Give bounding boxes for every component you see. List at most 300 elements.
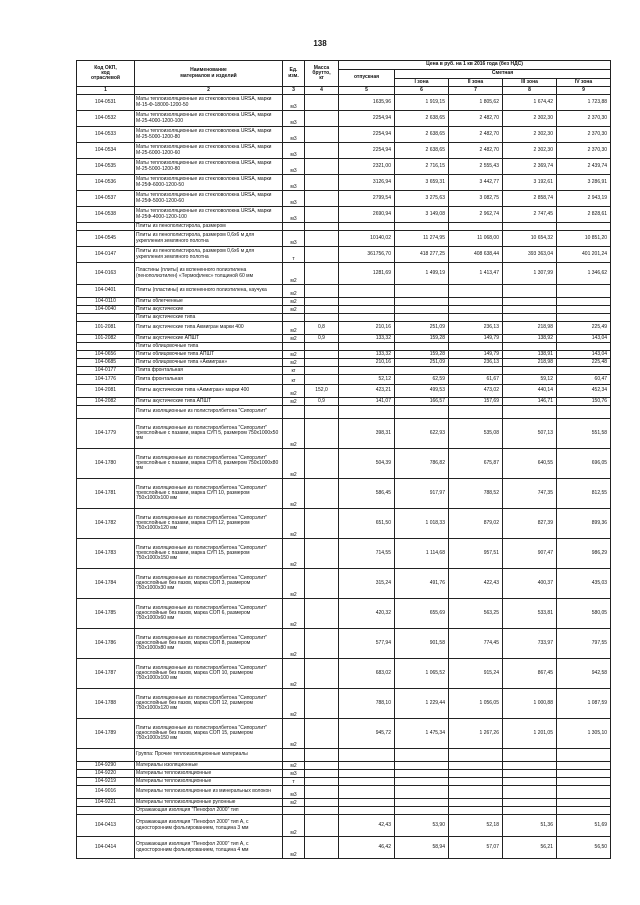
price-zone-3-cell: 1 000,88 — [503, 689, 557, 719]
price-zone-4-cell — [557, 770, 611, 778]
code-cell: 104-0656 — [77, 351, 135, 359]
price-zone-2-cell: 149,79 — [449, 335, 503, 343]
price-zone-4-cell — [557, 406, 611, 419]
code-cell: 104-9290 — [77, 762, 135, 770]
name-cell: Маты теплоизоляционные из стекловолокна URSA, марки М-25Ф-5000-1200-60 — [135, 191, 283, 207]
code-cell: 104-1776 — [77, 375, 135, 385]
price-zone-3-cell — [503, 762, 557, 770]
name-cell: Маты теплоизоляционные из стекловолокна URSA, марки М-15-Ф-18000-1200-50 — [135, 95, 283, 111]
mass-cell — [305, 351, 339, 359]
unit-cell: м2 — [283, 335, 305, 343]
price-zone-4-cell — [557, 306, 611, 314]
price-zone-1-cell: 3 659,31 — [395, 175, 449, 191]
name-cell: Плиты акустические типа «Акмигран» марки 400 — [135, 385, 283, 398]
table-row — [77, 629, 611, 659]
price-zone-3-cell: 640,55 — [503, 449, 557, 479]
price-zone-4-cell: 150,76 — [557, 398, 611, 406]
price-release-cell: 361756,70 — [339, 247, 395, 263]
price-zone-3-cell: 2 369,74 — [503, 159, 557, 175]
name-cell: Плиты акустические типа Акмигран марки 400 — [135, 322, 283, 335]
price-zone-3-cell: 10 654,32 — [503, 231, 557, 247]
mass-cell — [305, 359, 339, 367]
price-release-cell: 1281,69 — [339, 263, 395, 285]
mass-cell — [305, 285, 339, 298]
price-zone-1-cell — [395, 367, 449, 375]
code-cell — [77, 807, 135, 815]
table-row — [77, 449, 611, 479]
unit-cell: м2 — [283, 659, 305, 689]
price-zone-2-cell: 149,79 — [449, 351, 503, 359]
name-cell: Материалы теплоизоляционные из минеральных волокон — [135, 786, 283, 799]
price-zone-1-cell — [395, 223, 449, 231]
table-row — [77, 143, 611, 159]
price-zone-4-cell: 551,58 — [557, 419, 611, 449]
table-row — [77, 231, 611, 247]
table-row — [77, 367, 611, 375]
name-cell: Маты теплоизоляционные из стекловолокна URSA, марки М-25-5000-1200-80 — [135, 127, 283, 143]
mass-cell — [305, 569, 339, 599]
name-cell: Плиты из пенополистирола, размером 0,6х6 м для укрепления земляного полотна — [135, 247, 283, 263]
mass-cell — [305, 143, 339, 159]
price-zone-3-cell: 867,45 — [503, 659, 557, 689]
price-zone-2-cell: 2 555,43 — [449, 159, 503, 175]
price-zone-1-cell: 917,97 — [395, 479, 449, 509]
price-zone-4-cell: 225,48 — [557, 359, 611, 367]
price-table — [76, 60, 611, 859]
price-zone-2-cell: 2 482,70 — [449, 143, 503, 159]
table-row — [77, 479, 611, 509]
price-zone-2-cell: 774,45 — [449, 629, 503, 659]
table-row — [77, 599, 611, 629]
price-zone-3-cell — [503, 799, 557, 807]
price-zone-1-cell: 62,59 — [395, 375, 449, 385]
table-row — [77, 159, 611, 175]
mass-cell: 0,9 — [305, 335, 339, 343]
header-estimate: Сметная — [395, 70, 611, 79]
unit-cell: м2 — [283, 815, 305, 837]
price-zone-4-cell: 452,34 — [557, 385, 611, 398]
price-zone-3-cell: 733,97 — [503, 629, 557, 659]
mass-cell — [305, 629, 339, 659]
price-zone-1-cell: 786,82 — [395, 449, 449, 479]
unit-cell: м2 — [283, 569, 305, 599]
price-zone-1-cell — [395, 770, 449, 778]
price-zone-2-cell: 422,43 — [449, 569, 503, 599]
price-zone-1-cell: 491,76 — [395, 569, 449, 599]
price-release-cell — [339, 285, 395, 298]
mass-cell — [305, 263, 339, 285]
name-cell: Материалы теплоизоляционные рулонные — [135, 799, 283, 807]
mass-cell — [305, 749, 339, 762]
price-zone-4-cell — [557, 807, 611, 815]
price-zone-4-cell: 1 305,10 — [557, 719, 611, 749]
code-cell: 104-2081 — [77, 385, 135, 398]
price-zone-1-cell — [395, 406, 449, 419]
table-row — [77, 689, 611, 719]
price-zone-2-cell — [449, 306, 503, 314]
unit-cell: м3 — [283, 786, 305, 799]
table-row — [77, 509, 611, 539]
code-cell: 104-2082 — [77, 398, 135, 406]
name-cell: Плиты акустические типа — [135, 314, 283, 322]
price-zone-1-cell: 901,58 — [395, 629, 449, 659]
price-release-cell: 651,50 — [339, 509, 395, 539]
mass-cell — [305, 207, 339, 223]
price-zone-2-cell: 563,25 — [449, 599, 503, 629]
price-release-cell: 2321,00 — [339, 159, 395, 175]
table-row — [77, 127, 611, 143]
price-zone-4-cell: 51,69 — [557, 815, 611, 837]
price-zone-2-cell: 1 805,62 — [449, 95, 503, 111]
code-cell: 104-1787 — [77, 659, 135, 689]
price-zone-1-cell: 2 638,65 — [395, 111, 449, 127]
unit-cell — [283, 749, 305, 762]
name-cell: Маты теплоизоляционные из стекловолокна URSA, марки М-25-6000-1200-60 — [135, 143, 283, 159]
price-zone-3-cell: 51,36 — [503, 815, 557, 837]
price-zone-2-cell: 2 482,70 — [449, 127, 503, 143]
col-number: 2 — [135, 87, 283, 95]
table-row — [77, 351, 611, 359]
price-release-cell: 10140,02 — [339, 231, 395, 247]
name-cell: Плиты акустические АПШТ — [135, 335, 283, 343]
name-cell: Плиты из пенополистирола, размером — [135, 223, 283, 231]
code-cell: 104-0401 — [77, 285, 135, 298]
price-zone-3-cell: 138,91 — [503, 351, 557, 359]
price-zone-4-cell: 2 370,30 — [557, 111, 611, 127]
name-cell: Пластины (плиты) из вспененного полиэтилена (пенополиэтилен) «Термофлекс» толщиной 60 мм — [135, 263, 283, 285]
price-release-cell: 210,16 — [339, 322, 395, 335]
unit-cell: кг — [283, 375, 305, 385]
unit-cell: м2 — [283, 762, 305, 770]
name-cell: Плиты изоляционные из полистиролбетона "Сипорэлит" однослойные без пазов, марка СОП 3, размером 750х1000х30 мм — [135, 569, 283, 599]
col-number: 6 — [395, 87, 449, 95]
table-row — [77, 778, 611, 786]
price-zone-1-cell: 1 229,44 — [395, 689, 449, 719]
table-row — [77, 837, 611, 859]
price-zone-3-cell — [503, 285, 557, 298]
header-unit: Ед. изм. — [283, 61, 305, 87]
price-zone-4-cell: 435,03 — [557, 569, 611, 599]
header-release: отпускная — [339, 70, 395, 87]
price-release-cell — [339, 406, 395, 419]
unit-cell: м2 — [283, 689, 305, 719]
name-cell: Плиты изоляционные из полистиролбетона "Сипорэлит" однослойные без пазов, марка СОП 8, размером 750х1000х80 мм — [135, 629, 283, 659]
price-zone-1-cell: 251,09 — [395, 359, 449, 367]
price-release-cell — [339, 807, 395, 815]
price-zone-1-cell: 2 638,65 — [395, 127, 449, 143]
mass-cell — [305, 599, 339, 629]
table-row — [77, 385, 611, 398]
price-release-cell: 141,07 — [339, 398, 395, 406]
unit-cell: м2 — [283, 419, 305, 449]
code-cell — [77, 406, 135, 419]
mass-cell — [305, 375, 339, 385]
mass-cell — [305, 778, 339, 786]
name-cell: Отражающая изоляция "Пенофол 2000" тип — [135, 807, 283, 815]
price-zone-1-cell: 1 475,34 — [395, 719, 449, 749]
unit-cell: м2 — [283, 599, 305, 629]
unit-cell: м2 — [283, 285, 305, 298]
unit-cell: м3 — [283, 127, 305, 143]
price-zone-4-cell: 1 346,62 — [557, 263, 611, 285]
code-cell — [77, 223, 135, 231]
mass-cell — [305, 762, 339, 770]
code-cell: 104-0536 — [77, 175, 135, 191]
mass-cell — [305, 815, 339, 837]
name-cell: Маты теплоизоляционные из стекловолокна URSA, марки М-25Ф-6000-1200-50 — [135, 175, 283, 191]
page-number: 138 — [313, 39, 327, 48]
price-zone-4-cell — [557, 799, 611, 807]
price-zone-4-cell: 2 370,30 — [557, 143, 611, 159]
price-zone-4-cell: 1 723,88 — [557, 95, 611, 111]
price-zone-1-cell — [395, 778, 449, 786]
unit-cell: м3 — [283, 143, 305, 159]
price-zone-2-cell: 535,08 — [449, 419, 503, 449]
price-release-cell: 315,24 — [339, 569, 395, 599]
price-zone-4-cell: 2 439,74 — [557, 159, 611, 175]
mass-cell — [305, 231, 339, 247]
price-zone-2-cell — [449, 285, 503, 298]
unit-cell: м3 — [283, 175, 305, 191]
unit-cell: м2 — [283, 837, 305, 859]
unit-cell: м2 — [283, 298, 305, 306]
table-row — [77, 335, 611, 343]
header-code: Код ОКП, код отраслевой — [77, 61, 135, 87]
price-zone-2-cell: 3 442,77 — [449, 175, 503, 191]
table-row — [77, 306, 611, 314]
table-row — [77, 539, 611, 569]
unit-cell: м2 — [283, 479, 305, 509]
price-zone-1-cell: 1 018,33 — [395, 509, 449, 539]
code-cell: 104-0414 — [77, 837, 135, 859]
mass-cell — [305, 719, 339, 749]
mass-cell — [305, 298, 339, 306]
price-release-cell: 2254,94 — [339, 127, 395, 143]
mass-cell — [305, 367, 339, 375]
price-zone-2-cell: 1 267,26 — [449, 719, 503, 749]
price-zone-4-cell: 797,55 — [557, 629, 611, 659]
name-cell: Плиты изоляционные из полистиролбетона "Сипорэлит" однослойные без пазов, марка СОП 6, размером 750х1000х60 мм — [135, 599, 283, 629]
unit-cell: т — [283, 247, 305, 263]
mass-cell — [305, 175, 339, 191]
price-zone-4-cell — [557, 298, 611, 306]
price-zone-3-cell: 1 307,99 — [503, 263, 557, 285]
table-row — [77, 749, 611, 762]
col-number: 5 — [339, 87, 395, 95]
price-release-cell: 52,12 — [339, 375, 395, 385]
price-zone-2-cell: 3 082,75 — [449, 191, 503, 207]
price-zone-2-cell: 2 962,74 — [449, 207, 503, 223]
price-release-cell: 2690,94 — [339, 207, 395, 223]
code-cell: 104-0685 — [77, 359, 135, 367]
price-zone-2-cell: 675,87 — [449, 449, 503, 479]
table-row — [77, 398, 611, 406]
price-zone-2-cell — [449, 298, 503, 306]
unit-cell: т — [283, 778, 305, 786]
unit-cell: м2 — [283, 351, 305, 359]
code-cell: 104-1780 — [77, 449, 135, 479]
name-cell: Маты теплоизоляционные из стекловолокна URSA, марки М-25Ф-4000-1200-100 — [135, 207, 283, 223]
unit-cell: м2 — [283, 799, 305, 807]
price-zone-1-cell: 418 277,25 — [395, 247, 449, 263]
unit-cell — [283, 343, 305, 351]
unit-cell: м3 — [283, 95, 305, 111]
table-body — [77, 95, 611, 859]
header-mass: Масса брутто, кг — [305, 61, 339, 87]
price-zone-3-cell — [503, 406, 557, 419]
unit-cell: м2 — [283, 322, 305, 335]
mass-cell: 0,8 — [305, 322, 339, 335]
name-cell: Материалы изоляционные — [135, 762, 283, 770]
name-cell: Плиты из пенополистирола, размером 0,6х6 м для укрепления земляного полотна — [135, 231, 283, 247]
price-zone-3-cell — [503, 298, 557, 306]
code-cell: 104-0538 — [77, 207, 135, 223]
mass-cell — [305, 786, 339, 799]
price-zone-3-cell: 827,39 — [503, 509, 557, 539]
code-cell: 104-9219 — [77, 778, 135, 786]
price-zone-1-cell: 655,69 — [395, 599, 449, 629]
price-zone-1-cell: 1 065,52 — [395, 659, 449, 689]
code-cell — [77, 749, 135, 762]
unit-cell: м2 — [283, 359, 305, 367]
price-zone-1-cell: 1 114,68 — [395, 539, 449, 569]
price-release-cell — [339, 786, 395, 799]
price-zone-4-cell: 2 828,61 — [557, 207, 611, 223]
price-zone-3-cell — [503, 306, 557, 314]
price-zone-3-cell: 1 201,05 — [503, 719, 557, 749]
price-release-cell: 586,45 — [339, 479, 395, 509]
price-release-cell — [339, 298, 395, 306]
price-zone-4-cell — [557, 223, 611, 231]
unit-cell: м2 — [283, 629, 305, 659]
mass-cell: 0,9 — [305, 398, 339, 406]
unit-cell — [283, 406, 305, 419]
table-row — [77, 322, 611, 335]
price-zone-3-cell: 218,98 — [503, 322, 557, 335]
mass-cell — [305, 223, 339, 231]
mass-cell — [305, 509, 339, 539]
code-cell: 104-0535 — [77, 159, 135, 175]
name-cell: Плиты облицовочные типа «Акмигран» — [135, 359, 283, 367]
code-cell: 104-1782 — [77, 509, 135, 539]
table-row — [77, 298, 611, 306]
price-zone-3-cell — [503, 778, 557, 786]
price-zone-1-cell — [395, 285, 449, 298]
price-zone-4-cell: 10 851,20 — [557, 231, 611, 247]
mass-cell — [305, 406, 339, 419]
price-zone-2-cell — [449, 807, 503, 815]
price-zone-3-cell — [503, 749, 557, 762]
price-zone-1-cell: 2 638,65 — [395, 143, 449, 159]
price-zone-2-cell — [449, 314, 503, 322]
price-release-cell: 46,42 — [339, 837, 395, 859]
price-release-cell: 420,32 — [339, 599, 395, 629]
mass-cell — [305, 314, 339, 322]
price-zone-4-cell — [557, 786, 611, 799]
price-zone-2-cell — [449, 770, 503, 778]
name-cell: Отражающая изоляция "Пенофол 2000" тип А, с односторонним фольгированием, толщина 4 мм — [135, 837, 283, 859]
price-zone-1-cell — [395, 762, 449, 770]
mass-cell — [305, 306, 339, 314]
code-cell: 104-9220 — [77, 770, 135, 778]
price-zone-2-cell — [449, 786, 503, 799]
price-zone-1-cell — [395, 298, 449, 306]
price-release-cell: 577,94 — [339, 629, 395, 659]
price-zone-3-cell: 59,12 — [503, 375, 557, 385]
price-zone-1-cell: 3 275,63 — [395, 191, 449, 207]
table-row — [77, 419, 611, 449]
price-release-cell: 3126,94 — [339, 175, 395, 191]
col-number: 1 — [77, 87, 135, 95]
table-row — [77, 786, 611, 799]
code-cell: 101-2081 — [77, 322, 135, 335]
name-cell: Маты теплоизоляционные из стекловолокна URSA, марки М-25-5000-1200-80 — [135, 159, 283, 175]
unit-cell: м2 — [283, 385, 305, 398]
price-zone-3-cell — [503, 343, 557, 351]
unit-cell — [283, 807, 305, 815]
price-zone-4-cell: 812,55 — [557, 479, 611, 509]
table-row — [77, 111, 611, 127]
price-release-cell: 398,31 — [339, 419, 395, 449]
table-row — [77, 263, 611, 285]
price-zone-3-cell — [503, 367, 557, 375]
code-cell — [77, 343, 135, 351]
price-zone-1-cell — [395, 306, 449, 314]
price-zone-3-cell: 1 674,42 — [503, 95, 557, 111]
price-zone-1-cell: 3 149,08 — [395, 207, 449, 223]
unit-cell: м3 — [283, 159, 305, 175]
code-cell: 104-1784 — [77, 569, 135, 599]
col-number: 3 — [283, 87, 305, 95]
price-zone-2-cell: 11 068,00 — [449, 231, 503, 247]
price-zone-3-cell: 3 192,61 — [503, 175, 557, 191]
name-cell: Материалы теплоизоляционные — [135, 770, 283, 778]
price-zone-1-cell: 499,53 — [395, 385, 449, 398]
price-zone-1-cell — [395, 786, 449, 799]
table-row — [77, 406, 611, 419]
price-zone-4-cell: 696,05 — [557, 449, 611, 479]
code-cell: 104-1788 — [77, 689, 135, 719]
price-zone-3-cell: 393 363,04 — [503, 247, 557, 263]
mass-cell — [305, 111, 339, 127]
price-zone-2-cell — [449, 223, 503, 231]
price-zone-3-cell: 533,81 — [503, 599, 557, 629]
name-cell: Плиты изоляционные из полистиролбетона "Сипорэлит" трехслойные с пазами, марка СУП 10, размером 750х1000х100 мм — [135, 479, 283, 509]
price-zone-4-cell: 401 201,24 — [557, 247, 611, 263]
price-zone-1-cell: 166,57 — [395, 398, 449, 406]
unit-cell: м2 — [283, 398, 305, 406]
price-zone-4-cell: 56,50 — [557, 837, 611, 859]
col-number: 8 — [503, 87, 557, 95]
mass-cell — [305, 770, 339, 778]
price-zone-3-cell: 2 858,74 — [503, 191, 557, 207]
price-zone-3-cell: 2 302,30 — [503, 127, 557, 143]
price-zone-2-cell: 57,07 — [449, 837, 503, 859]
unit-cell: м3 — [283, 770, 305, 778]
mass-cell — [305, 799, 339, 807]
unit-cell: м2 — [283, 539, 305, 569]
table-row — [77, 375, 611, 385]
price-release-cell: 788,10 — [339, 689, 395, 719]
header-zone-4: IV зона — [557, 79, 611, 87]
price-zone-4-cell: 2 370,30 — [557, 127, 611, 143]
unit-cell: м3 — [283, 191, 305, 207]
code-cell: 104-0177 — [77, 367, 135, 375]
mass-cell — [305, 419, 339, 449]
code-cell: 104-0545 — [77, 231, 135, 247]
price-zone-3-cell — [503, 807, 557, 815]
mass-cell — [305, 689, 339, 719]
